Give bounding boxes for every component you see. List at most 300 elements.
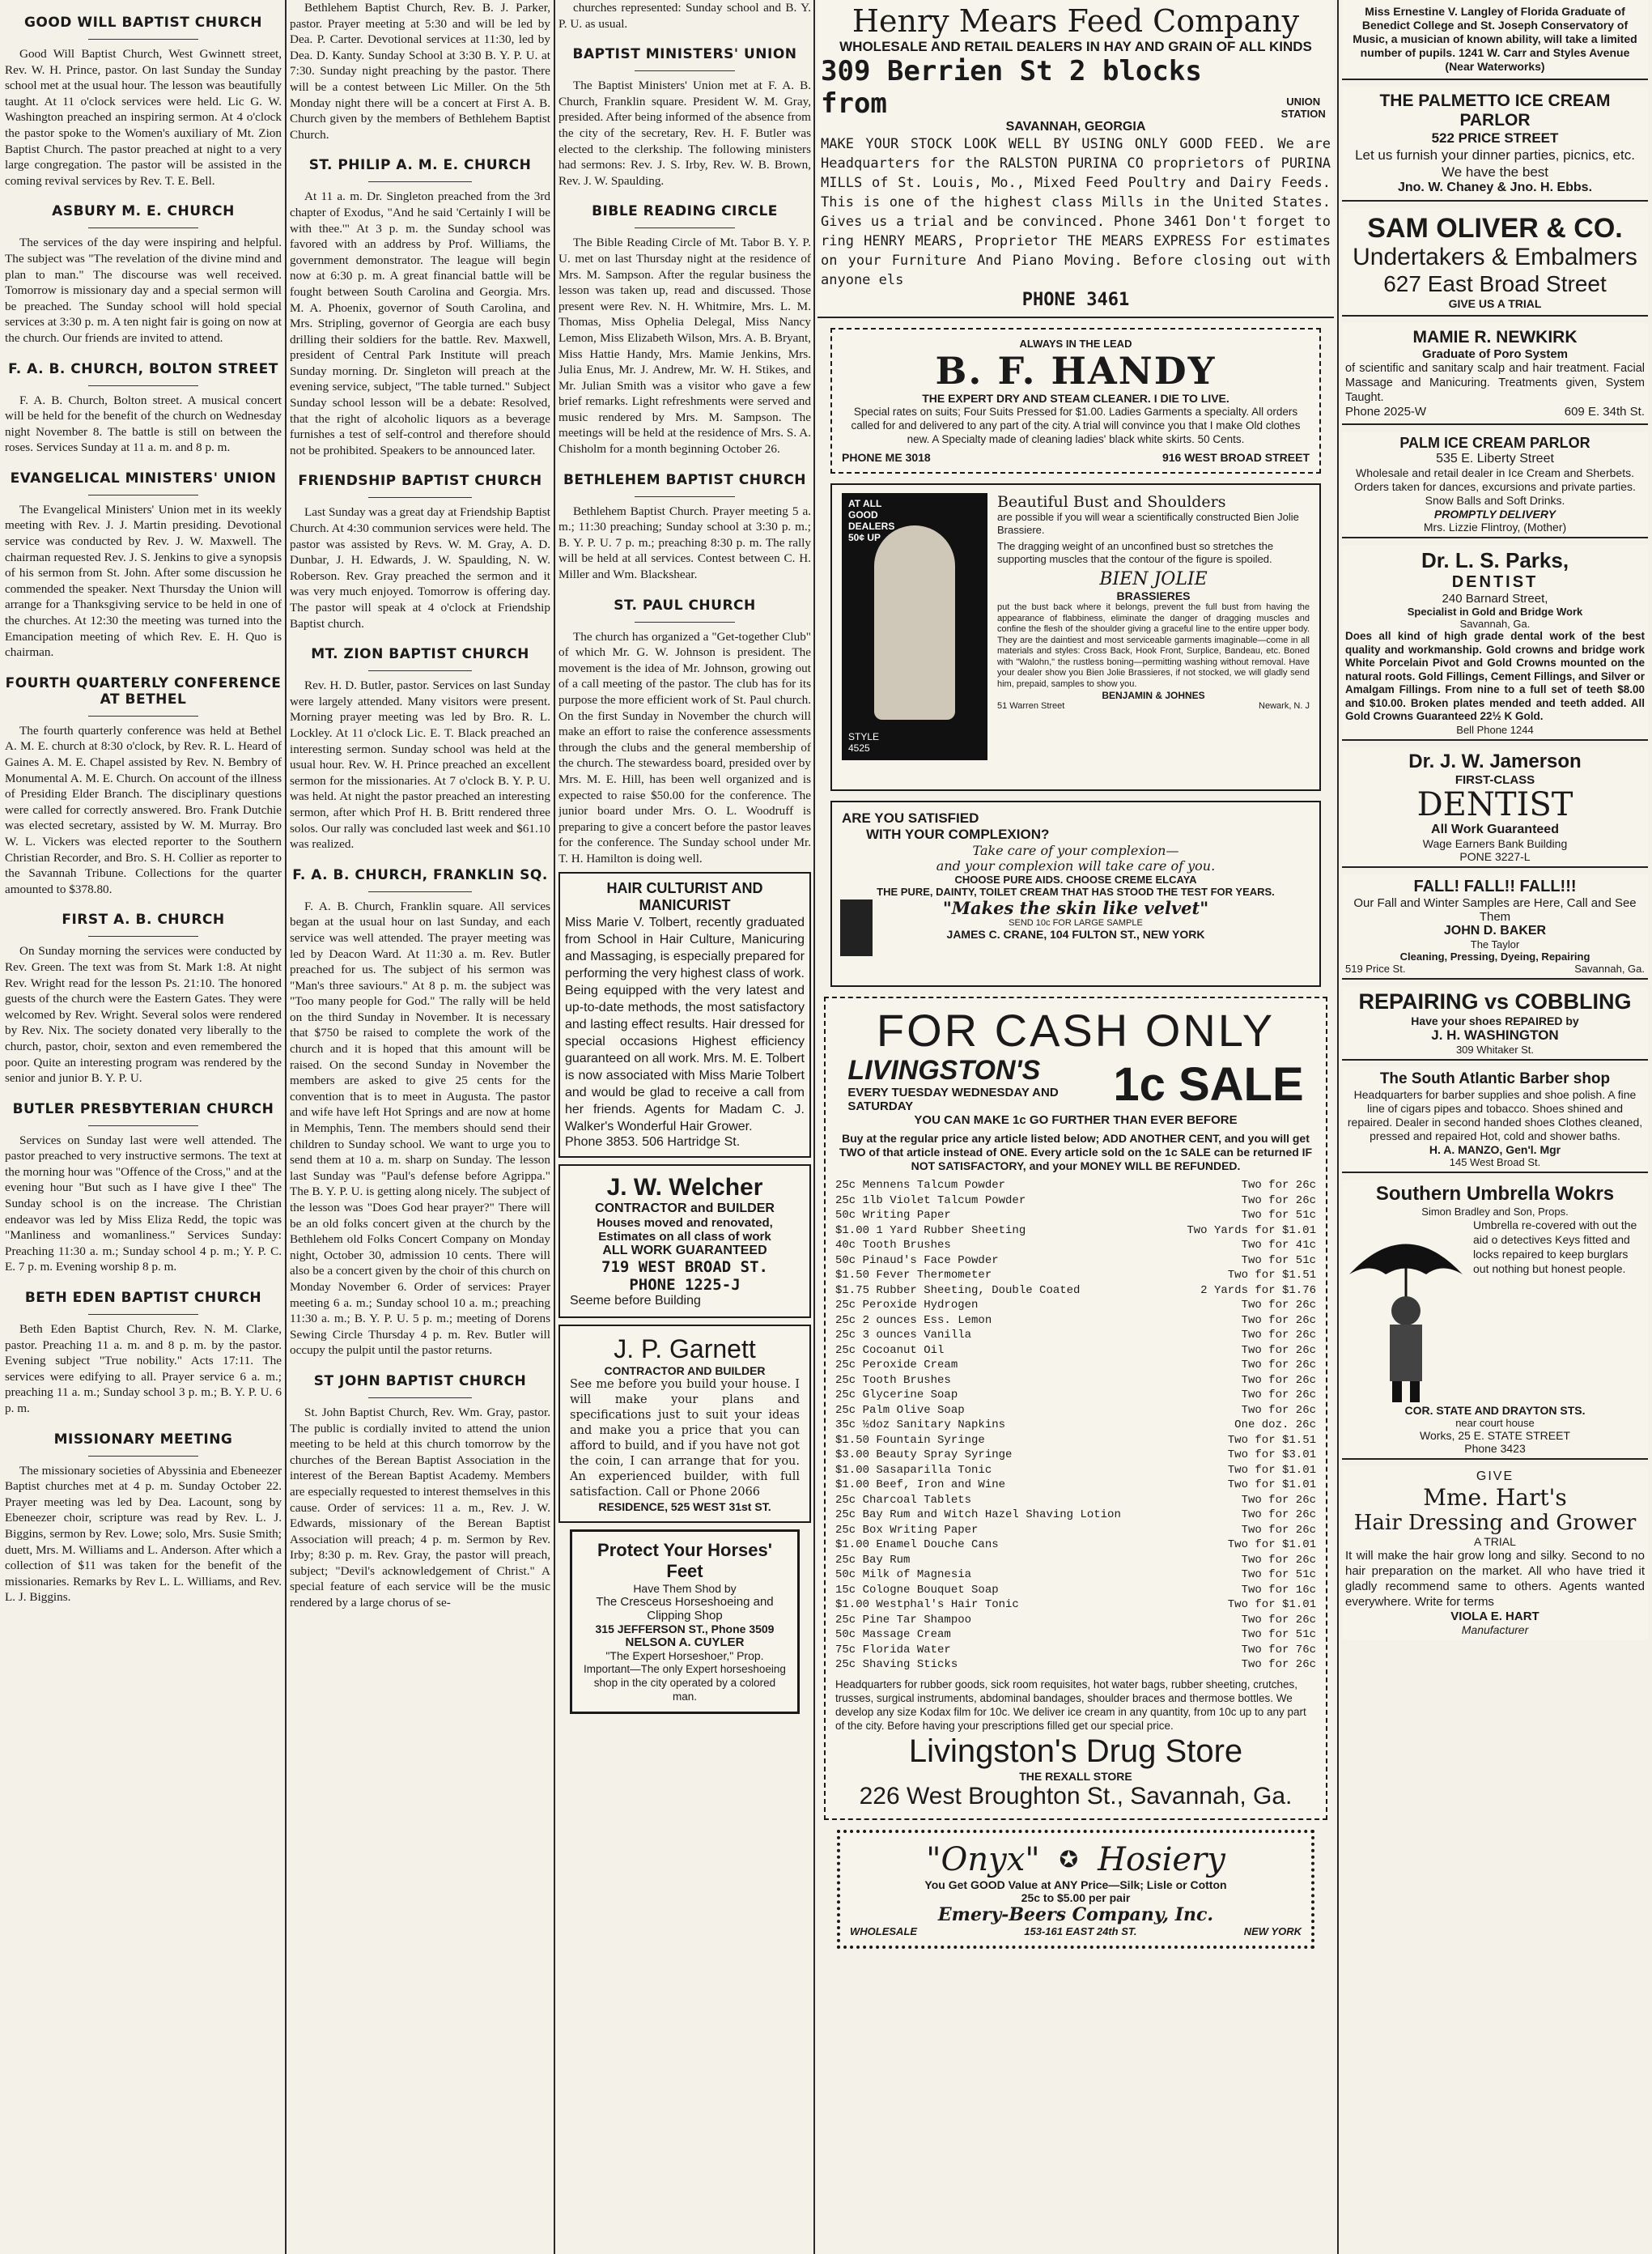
- ad-send: SEND 10c FOR LARGE SAMPLE: [1009, 918, 1143, 928]
- ad-title: PALM ICE CREAM PARLOR: [1399, 435, 1590, 451]
- item-price: Two for 26c: [1241, 1523, 1316, 1537]
- ad-address: 719 WEST BROAD ST.: [601, 1257, 768, 1276]
- price-row: [835, 1463, 1316, 1478]
- item-name: 25c 3 ounces Vanilla: [835, 1329, 972, 1342]
- price-row: [835, 1193, 1316, 1209]
- article-body: St. John Baptist Church, Rev. Wm. Gray, pastor. The public is cordially invited to attend the union meeting to be held at this church tomorrow by the churches of the Berean Baptist Association in the interest of the Berean Baptist Academy. Members are especially requested to interest themselves in this cause. Order of services: 11 a. m., Rev. J. W. Edwards, missionary of the Berean Baptist Association will preach; 4 p. m. Sermon by Rev. Irby; 8:30 p. m. Rev. Gray, the pastor will preach, subject; "Devil's acknowledgement of Christ." A special feature of each service will be the music rendered by a large chorus of se-: [290, 1405, 550, 1610]
- heading-rule: [88, 716, 199, 717]
- ad-phone: PONE 3227-L: [1459, 849, 1531, 863]
- item-name: 25c Charcoal Tablets: [835, 1493, 972, 1507]
- article-heading: BUTLER PRESBYTERIAN CHURCH: [12, 1100, 274, 1117]
- article-heading: GOOD WILL BAPTIST CHURCH: [23, 15, 263, 31]
- item-price: Two for 26c: [1241, 1389, 1316, 1401]
- item-price: Two for 26c: [1241, 1179, 1316, 1192]
- figure-icon: [874, 525, 955, 720]
- heading-rule: [635, 622, 736, 623]
- item-price: One doz. 26c: [1234, 1418, 1316, 1431]
- article-body: Services on Sunday last were well attended. The pastor preached to very instructive sermons. The text at the morning hour was "Offence of the Cross," and at the evening hour "But such as I have give I thee" The Sunday school is on the increase. The Christian endeavor was led by Miss Eliza Redd, the topic was "Manliness and womanliness." Services Sunday: Preaching 11:30 a. m.; Sunday school 4 p. m.; Y. P. C. E. 7 p. m. Evening worship 8 p. m.: [5, 1133, 282, 1274]
- ad-subtitle: Graduate of Poro System: [1421, 347, 1569, 361]
- item-name: $1.00 Beef, Iron and Wine: [835, 1478, 1006, 1491]
- ad-title: HAIR CULTURIST AND MANICURIST: [606, 879, 763, 913]
- heading-rule: [635, 496, 736, 497]
- ad-address: 535 E. Liberty Street: [1436, 452, 1554, 466]
- hart-ad: [1342, 1466, 1648, 1639]
- article-heading: FIRST A. B. CHURCH: [62, 912, 225, 929]
- ad-address: 627 East Broad Street: [1383, 271, 1607, 296]
- ad-phone: PHONE 3461: [1021, 290, 1130, 310]
- price-row: [835, 1343, 1316, 1359]
- ad-subtitle: CONTRACTOR and BUILDER: [595, 1201, 775, 1215]
- ad-city: Newark, N. J: [1259, 701, 1310, 711]
- jamerson-dentist-ad: [1342, 747, 1648, 868]
- item-price: Two for 26c: [1241, 1403, 1316, 1417]
- ad-lead: ALWAYS IN THE LEAD: [1019, 338, 1132, 350]
- ad-prompt: PROMPTLY DELIVERY: [1433, 508, 1556, 521]
- item-name: 25c Mennens Talcum Powder: [835, 1179, 1006, 1192]
- item-price: Two for 26c: [1241, 1373, 1316, 1387]
- price-row: [835, 1298, 1316, 1313]
- price-row: [835, 1567, 1316, 1583]
- ad-city: Savannah, Ga.: [1574, 962, 1645, 975]
- ad-style: STYLE 4525: [848, 731, 880, 754]
- welcher-ad: [558, 1164, 811, 1318]
- ad-address: 240 Barnard Street,: [1442, 592, 1548, 606]
- item-price: Two for 26c: [1241, 1493, 1316, 1507]
- article-body: Bethlehem Baptist Church, Rev. B. J. Parker, pastor. Prayer meeting at 5:30 and will be led by Dea. P. Carter. Devotional services at 11:30, led by Dea. D. Kanty. Sunday School at 3:30 B. Y. P. U. at 7:30. Sunday night preaching by the pastor. There will be a contest between Lic Miller. On the 5th Monday night there will be a concert at First A. B. Church given by the members of Bethlehem Baptist Church.: [290, 1, 550, 142]
- item-price: Two Yards for $1.01: [1187, 1223, 1316, 1237]
- item-name: 25c Box Writing Paper: [835, 1523, 979, 1537]
- ad-lead: are possible if you will wear a scientifically constructed Bien Jolie Brassiere.: [997, 511, 1299, 536]
- ad-title: Protect Your Horses' Feet: [597, 1539, 772, 1581]
- ad-names: Jno. W. Chaney & Jno. H. Ebbs.: [1397, 181, 1593, 194]
- item-name: 50c Massage Cream: [835, 1628, 951, 1641]
- ad-shop: The Cresceus Horseshoeing and Clipping Shop: [596, 1594, 774, 1622]
- column-5: [1342, 0, 1648, 2254]
- price-row: [835, 1627, 1316, 1643]
- price-row: [835, 1643, 1316, 1658]
- ad-address: 309 Berrien St 2 blocks from: [821, 55, 1202, 120]
- ad-line-4: THE PURE, DAINTY, TOILET CREAM THAT HAS STOOD THE TEST FOR YEARS.: [877, 886, 1275, 898]
- ad-title: B. F. HANDY: [935, 349, 1217, 393]
- article-body: The Baptist Ministers' Union met at F. A. B. Church, Franklin square. President W. M. Gray, presided. After being informed of the absence from the city of the secretary, Rev. H. F. Butler was elected to the clerkship. The following ministers had sermons: Rev. J. S. Irby, Rev. W. B. Brown, Rev. J. W. Spaulding.: [558, 79, 811, 188]
- article-heading: MISSIONARY MEETING: [53, 1431, 233, 1448]
- ad-address: 916 WEST BROAD STREET: [1161, 451, 1310, 464]
- item-name: $1.50 Fever Thermometer: [835, 1269, 992, 1282]
- item-price: Two for 51c: [1241, 1253, 1316, 1267]
- ad-trial: A TRIAL: [1474, 1534, 1516, 1548]
- item-price: Two for $1.01: [1227, 1463, 1316, 1477]
- item-name: 25c Peroxide Cream: [835, 1359, 958, 1372]
- item-name: $3.00 Beauty Spray Syringe: [835, 1448, 1013, 1461]
- newkirk-ad: [1342, 323, 1648, 425]
- ad-text: See me before you build your house. I will make your plans and specifications just to suit your ideas and make you a price that you can afford to build, and if you have not got the coin, I can arrange that for you. An experienced builder, with full satisfaction. Call or Phone 2066: [570, 1377, 800, 1499]
- ad-guarantee: ALL WORK GUARANTEED: [602, 1243, 767, 1257]
- horseshoe-ad: [570, 1529, 800, 1714]
- ad-title: Henry Mears Feed Company: [851, 3, 1300, 39]
- ad-city: SAVANNAH, GEORGIA: [1005, 120, 1146, 134]
- ad-store-name: LIVINGSTON'S: [847, 1055, 1041, 1086]
- ad-more: put the bust back where it belongs, prevent the full bust from having the appearance of flabbiness, eliminate the danger of dragging muscles and confine the flesh of the shoulder giving a graceful line to the entire upper body. They are the daintiest and most serviceable garments imaginable—come in all materials and styles: Cross Back, Hook Front, Surplice, Bandeau, etc. Boned with "Walohn," the rustless boning—permitting washing without removal. Have your dealer show you Bien Jolie Brassieres, if not stocked, we will gladly send him, prepaid, samples to show you.: [997, 602, 1310, 689]
- column-rule: [285, 0, 287, 2254]
- ad-text: It will make the hair grow long and silky. Second to no hair preparation on the market. All who have tried it gladly recommend same to others. Agents wanted everywhere. Write for terms: [1345, 1548, 1645, 1609]
- article-heading: BIBLE READING CIRCLE: [592, 203, 778, 220]
- price-row: [835, 1223, 1316, 1239]
- item-name: $1.00 Sasaparilla Tonic: [835, 1463, 992, 1477]
- ad-give: GIVE: [1476, 1469, 1514, 1483]
- item-name: 25c Glycerine Soap: [835, 1389, 958, 1401]
- ad-text: Wholesale and retail dealer in Ice Cream and Sherbets. Orders taken for dances, excursions and private parties. Snow Balls and Soft Drinks.: [1354, 466, 1636, 507]
- item-price: Two for 26c: [1241, 1343, 1316, 1357]
- ad-title: REPAIRING vs COBBLING: [1358, 989, 1632, 1014]
- item-price: Two for 26c: [1241, 1329, 1316, 1342]
- ad-phone: Phone 2025-W: [1345, 405, 1427, 419]
- ad-store: Livingston's Drug Store: [908, 1733, 1243, 1769]
- item-name: $1.00 Westphal's Hair Tonic: [835, 1598, 1019, 1611]
- ad-address: 309 Whitaker St.: [1455, 1043, 1535, 1056]
- ad-manufacturer: Manufacturer: [1461, 1622, 1529, 1636]
- price-row: [835, 1388, 1316, 1403]
- emblem-icon: ✪: [1059, 1846, 1079, 1873]
- price-row: [835, 1448, 1316, 1463]
- heading-rule: [368, 1397, 473, 1398]
- ad-brand-sub: BRASSIERES: [1116, 589, 1191, 602]
- ad-title: Beautiful Bust and Shoulders: [997, 493, 1226, 511]
- price-row: [835, 1328, 1316, 1343]
- ad-title-role: The Taylor: [1470, 938, 1520, 951]
- ad-phone: Phone 3423: [1464, 1441, 1526, 1455]
- ad-title: SAM OLIVER & CO.: [1367, 213, 1623, 244]
- ad-text: of scientific and sanitary scalp and hair treatment. Facial Massage and Manicuring. Treatments given, System Taught.: [1345, 362, 1645, 404]
- ad-address: 145 West Broad St.: [1449, 1155, 1541, 1168]
- price-row: [835, 1597, 1316, 1613]
- ad-building: Wage Earners Bank Building: [1422, 836, 1568, 850]
- ad-price: 25c to $5.00 per pair: [1021, 1890, 1131, 1904]
- ad-sale: 1c SALE: [1113, 1057, 1304, 1111]
- article-body: F. A. B. Church, Franklin square. All services began at the usual hour on last Sunday, and each service was well attended. The prayer meeting was led by Deacon Ward. At 11:30 a. m. Rev. Butler preached for us. The subject of his sermon was "Man's three saviours." At 8 p. m. the subject was "Too many people for God." The rally will be held on the third Sunday in November. It is necessary that $750 be raised to complete the work of the church and it is hoped that this amount will be raised. On the second Sunday in November the members are asked to give 25 cents for the convention that is to meet in Augusta. The pastor and wife have left Hot Springs and are now at home in Memphis, Tenn. The members should send their children to Sunday school. We want to urge you to send them at 10 a. m. sharp on Sunday. The lesson last Sunday was "Paul's defense before Agrippa." The B. Y. P. U. is getting along nicely. The subject of the lesson was "Does God hear prayer?" There will be an old folks concert given at the church by the Bethlehem old Folks Concert Company on Monday night, October 30, admission 10 cents. There will also be a concert given by the choir of this church on Monday November 6. Order of services: Prayer meeting 6 a. m.; Sunday school 10 a. m.; preaching 11:30 a. m.; B. Y. P. U. 5 p. m.; meeting of Dorens Sewing Circle Thursday 4 p. m. Rev. Butler will occupy the pulpit until the pastor returns.: [290, 899, 550, 1358]
- ad-brand: "Onyx": [926, 1840, 1040, 1878]
- price-row: [835, 1208, 1316, 1223]
- ad-subtitle: THE EXPERT DRY AND STEAM CLEANER. I DIE TO LIVE.: [922, 392, 1229, 405]
- item-name: 50c Pinaud's Face Powder: [835, 1253, 999, 1267]
- ad-headquarters: Headquarters for rubber goods, sick room requisites, hot water bags, rubber sheeting, crutches, trusses, surgical instruments, abdominal bandages, shoulder braces and thermose bottles. We develop any size Kodax film for 10c. We deliver ice cream in any quantity, from 10c up to any part of the city. Before having your prescriptions filled get our special price.: [835, 1678, 1306, 1732]
- ad-slogan: "Makes the skin like velvet": [942, 898, 1209, 918]
- onyx-hosiery-ad: [837, 1830, 1314, 1949]
- column-rule: [1337, 0, 1339, 2254]
- ad-tagline: "The Expert Horseshoer," Prop.: [605, 1648, 764, 1662]
- price-row: [835, 1418, 1316, 1433]
- langley-ad: [1342, 0, 1648, 80]
- price-row: [835, 1373, 1316, 1389]
- ad-title: Mme. Hart's: [1423, 1483, 1567, 1511]
- ad-further: YOU CAN MAKE 1c GO FURTHER THAN EVER BEFORE: [914, 1113, 1238, 1127]
- item-price: Two for 26c: [1241, 1613, 1316, 1627]
- hair-culturist-ad: [558, 872, 811, 1158]
- ad-text: Miss Ernestine V. Langley of Florida Graduate of Benedict College and St. Joseph Conservatory of Music, a musician of known ability, will take a limited number of pupils. 1241 W. Carr and Styles Avenue (Near Waterworks): [1353, 5, 1637, 73]
- article-body: The missionary societies of Abyssinia and Ebeneezer Baptist churches met at 4 p. m. Sunday October 22. Prayer meeting was led by Dea. Lacount, song by Ebeneezer choir, scripture was read by Rev. L. J. Biggins, sermon by Rev. Lowe; solo, Mrs. Susie Smith; duett, Mrs. M. Williams and L. Anderson. After which a collection of $11 was taken for the benefit of the missionaries. Remarks by Rev L. L. Williams, and Rev. L. J. Biggins.: [5, 1463, 282, 1605]
- ad-rexall: THE REXALL STORE: [1019, 1769, 1132, 1783]
- ad-text: You Get GOOD Value at ANY Price—Silk; Lisle or Cotton: [924, 1878, 1227, 1891]
- ad-city: NEW YORK: [1243, 1924, 1302, 1937]
- heading-rule: [635, 70, 736, 71]
- article-body: The services of the day were inspiring and helpful. The subject was "The revelation of the divine mind and plan to man." The discourse was well received. Tomorrow is missionary day and a special sermon will be preached. The Sunday school will hold special services at 3:30 p. m. A ten night fair is going on now at the church. Our friends are invited to attend.: [5, 236, 282, 345]
- baker-tailor-ad: [1342, 874, 1648, 980]
- article-body: F. A. B. Church, Bolton street. A musical concert will be held for the benefit of the church on Wednesday night November 8. The battle is still on between the roses. Services Sunday at 11 a. m. and 8 p. m.: [5, 393, 282, 455]
- article-body: The fourth quarterly conference was held at Bethel A. M. E. church at 8:30 o'clock, by Rev. R. L. Heard of Gaines A. M. E. Chapel assisted by Rev. N. Bembry of Monumental A. M. E. Church. On account of the illness of Presiding Elder Branch. The disciplinary questions were called for correctly answered. Bro. Frank Dutchie was elected secretary, assisted by W. M. Murray. Bro W. L. Vickers was elected reporter to the Southern Christian Recorder, and Bro. S. H. Collier as reporter to the Savannah Tribune. Collections for the quarter amounted to $378.80.: [5, 723, 282, 896]
- jar-icon: [840, 899, 873, 956]
- ad-class: FIRST-CLASS: [1455, 772, 1535, 787]
- article-heading: ST JOHN BAPTIST CHURCH: [313, 1372, 527, 1389]
- ad-subtitle: DENTIST: [1416, 785, 1573, 823]
- item-price: Two for 51c: [1241, 1568, 1316, 1581]
- article-body: On Sunday morning the services were conducted by Rev. Green. The text was from St. Mark 1:8. At night Rev. Wright read for the lesson Ps. 21:10. The honored guests of the church were the Eastern Gates. They were welcomed by Rev. Wright. Several solos were rendered by Rev. Nix. The society donated very liberally to the church, pastor, choir, sexton and even remembered the poor. Quite an interesting program was rendered by the senior and junior B. Y. P. U.: [5, 944, 282, 1086]
- price-row: [835, 1253, 1316, 1269]
- item-name: 25c Shaving Sticks: [835, 1658, 958, 1671]
- ad-address: RESIDENCE, 525 WEST 31st ST.: [598, 1499, 771, 1513]
- price-list: [835, 1178, 1316, 1673]
- ad-text: Houses moved and renovated, Estimates on all class of work: [597, 1215, 773, 1244]
- article-heading: BETHLEHEM BAPTIST CHURCH: [563, 471, 807, 488]
- ad-manager: H. A. MANZO, Gen'l. Mgr: [1429, 1142, 1561, 1156]
- price-row: [835, 1403, 1316, 1418]
- ad-corner: COR. STATE AND DRAYTON STS.: [1404, 1403, 1586, 1417]
- ad-phone: Bell Phone 1244: [1456, 723, 1534, 736]
- ad-works: Works, 25 E. STATE STREET: [1420, 1428, 1570, 1442]
- article-heading: EVANGELICAL MINISTERS' UNION: [10, 470, 277, 487]
- ad-maker: BENJAMIN & JOHNES: [1102, 690, 1205, 701]
- ad-title: Southern Umbrella Wokrs: [1375, 1182, 1615, 1205]
- ad-days: EVERY TUESDAY WEDNESDAY AND SATURDAY: [847, 1086, 1059, 1113]
- ad-trial: GIVE US A TRIAL: [1448, 297, 1542, 310]
- item-name: 25c Peroxide Hydrogen: [835, 1299, 979, 1312]
- item-name: 35c ½doz Sanitary Napkins: [835, 1418, 1006, 1431]
- column-2: [290, 0, 550, 2254]
- heading-rule: [88, 1125, 199, 1126]
- price-row: [835, 1238, 1316, 1253]
- item-price: Two for 26c: [1241, 1553, 1316, 1567]
- item-name: 15c Cologne Bouquet Soap: [835, 1583, 999, 1597]
- item-price: Two for $1.51: [1227, 1269, 1316, 1282]
- ad-text: Our Fall and Winter Samples are Here, Call and See Them: [1353, 895, 1637, 924]
- ad-title: Dr. L. S. Parks,: [1421, 548, 1569, 572]
- price-row: [835, 1358, 1316, 1373]
- palm-ice-ad: [1342, 432, 1648, 538]
- ad-title: The South Atlantic Barber shop: [1379, 1070, 1611, 1087]
- ad-note: Seeme before Building: [570, 1293, 701, 1308]
- ad-phone: PHONE ME 3018: [842, 451, 931, 464]
- item-name: 25c Bay Rum and Witch Hazel Shaving Lotion: [835, 1508, 1121, 1521]
- ad-text: Umbrella re-covered with out the aid o detectives Keys fitted and locks repaired to keep burglars out nothing but honest people.: [1473, 1218, 1637, 1275]
- ad-station: UNION STATION: [1280, 96, 1326, 120]
- price-row: [835, 1178, 1316, 1193]
- heading-rule: [88, 936, 199, 937]
- item-name: 50c Milk of Magnesia: [835, 1568, 972, 1581]
- column-4: [818, 0, 1334, 2254]
- item-name: 75c Florida Water: [835, 1643, 951, 1656]
- ad-address: 609 E. 34th St.: [1564, 405, 1645, 419]
- price-row: [835, 1478, 1316, 1493]
- ad-badge: AT ALL GOOD DEALERS 50¢ UP: [848, 498, 895, 543]
- brassiere-illustration: [842, 493, 987, 760]
- article-heading: BETH EDEN BAPTIST CHURCH: [24, 1290, 262, 1307]
- ad-address: 315 JEFFERSON ST., Phone 3509: [595, 1622, 775, 1635]
- ad-subtitle: Hair Dressing and Grower: [1353, 1510, 1637, 1535]
- ad-text: Miss Marie V. Tolbert, recently graduated from School in Hair Culture, Manicuring and Massaging, is especially prepared for performing the very highest class of work. Being equipped with the very latest and up-to-date methods, the most satisfactory and lasting effect results. Hair dressed for special occasions Highest efficiency guaranteed on all work. Mrs. M. E. Tolbert is now associated with Miss Marie Tolbert and would be glad to receive a call from her friends. Agents for Madam C. J. Walker's Wonderful Hair Grower.: [565, 915, 805, 1133]
- ad-wholesale: WHOLESALE: [850, 1924, 918, 1937]
- article-heading: FOURTH QUARTERLY CONFERENCE AT BETHEL: [5, 674, 282, 708]
- ad-subtitle: DENTIST: [1451, 573, 1539, 591]
- oliver-ad: [1342, 208, 1648, 317]
- item-price: Two for 76c: [1241, 1643, 1316, 1656]
- item-price: Two for $1.01: [1227, 1598, 1316, 1611]
- heading-rule: [88, 39, 199, 40]
- ad-phone: PHONE 1225-J: [629, 1275, 741, 1294]
- ad-question-1: ARE YOU SATISFIED: [842, 810, 979, 826]
- price-row: [835, 1537, 1316, 1553]
- item-price: Two for $1.01: [1227, 1538, 1316, 1551]
- ad-city: Savannah, Ga.: [1459, 618, 1531, 630]
- item-price: Two for 41c: [1241, 1239, 1316, 1252]
- ad-owner: VIOLA E. HART: [1450, 1609, 1539, 1623]
- item-name: $1.00 1 Yard Rubber Sheeting: [835, 1223, 1026, 1237]
- ad-services: Cleaning, Pressing, Dyeing, Repairing: [1399, 950, 1590, 963]
- item-name: 40c Tooth Brushes: [835, 1239, 951, 1252]
- price-row: [835, 1283, 1316, 1299]
- ad-subtitle: Have your shoes REPAIRED by: [1411, 1014, 1579, 1027]
- ad-line-2: and your complexion will take care of you.: [936, 858, 1216, 874]
- ad-text: Let us furnish your dinner parties, picnics, etc. We have the best: [1355, 147, 1635, 180]
- article-heading: F. A. B. CHURCH, FRANKLIN SQ.: [292, 866, 548, 883]
- item-name: 50c Writing Paper: [835, 1209, 951, 1222]
- mears-feed-ad: [818, 0, 1334, 318]
- ad-title: J. W. Welcher: [606, 1173, 763, 1201]
- item-name: 25c Bay Rum: [835, 1553, 911, 1567]
- article-body: Bethlehem Baptist Church. Prayer meeting 5 a. m.; 11:30 preaching; Sunday school at 3:30 p. m.; B. Y. P. U. 7 p. m.; preaching 8:30 p. m. The rally will be held at all services. Contest between C. H. Miller and Wm. Blackshear.: [558, 504, 811, 582]
- handy-cleaner-ad: [830, 328, 1321, 474]
- washington-ad: [1342, 986, 1648, 1061]
- heading-rule: [368, 181, 473, 182]
- ad-text: Headquarters for barber supplies and shoe polish. A fine line of cigars pipes and tobacco. Shoes shined and repaired. Dealer in second handed shoes Clothes cleaned, pressed and repaired Hot, cold and shower baths.: [1347, 1087, 1643, 1142]
- price-row: [835, 1313, 1316, 1329]
- column-rule: [554, 0, 555, 2254]
- ad-proprietor: NELSON A. CUYLER: [625, 1635, 745, 1649]
- heading-rule: [368, 497, 473, 498]
- article-heading: FRIENDSHIP BAPTIST CHURCH: [298, 473, 542, 490]
- barber-ad: [1342, 1067, 1648, 1173]
- price-row: [835, 1433, 1316, 1448]
- ad-line-3: CHOOSE PURE AIDS. CHOOSE CREME ELCAYA: [954, 874, 1197, 886]
- creme-elcaya-ad: [830, 801, 1321, 987]
- article-body: Beth Eden Baptist Church, Rev. N. M. Clarke, pastor. Preaching 11 a. m. and 8 p. m. by the pastor. Evening subject "True nobility." Acts 17:11. The services were edifying to all. Prayer service 6 a. m.; preaching 11 a. m.; Sunday school 3 p. m.; B. Y. P. U. 6 p. m.: [5, 1322, 282, 1415]
- item-price: Two for 26c: [1241, 1299, 1316, 1312]
- column-rule: [813, 0, 815, 2254]
- garnett-ad: [558, 1325, 811, 1523]
- item-name: $1.75 Rubber Sheeting, Double Coated: [835, 1283, 1081, 1297]
- ad-title: J. P. Garnett: [614, 1333, 756, 1363]
- article-heading: ST. PHILIP A. M. E. CHURCH: [308, 157, 532, 174]
- ad-owner: Mrs. Lizzie Flintroy, (Mother): [1423, 521, 1567, 534]
- item-price: Two for 26c: [1241, 1658, 1316, 1671]
- item-price: Two for 26c: [1241, 1359, 1316, 1372]
- ad-subtitle: WHOLESALE AND RETAIL DEALERS IN HAY AND GRAIN OF ALL KINDS: [839, 39, 1312, 54]
- price-row: [835, 1523, 1316, 1538]
- article-body: The Evangelical Ministers' Union met in its weekly meeting with Rev. J. J. Martin presiding. Devotional service was conducted by Rev. J. W. Maxwell. The chairman requested Rev. J. S. Jenkins to give a synopsis of his sermon from St. John. After some discussion he commended the speaker. Next Thursday the Union will arrange for a Thanksgiving service to be held in one of the churches. At 12:30 the meeting was turned into the Emancipation meeting of which Rev. E. H. Quo is chairman.: [5, 502, 282, 660]
- price-row: [835, 1508, 1316, 1523]
- umbrella-illustration: [1345, 1218, 1467, 1404]
- ad-maker: JAMES C. CRANE, 104 FULTON ST., NEW YORK: [946, 928, 1205, 941]
- livingstons-ad: [824, 997, 1327, 1820]
- ad-brand: BIEN JOLIE: [1099, 569, 1208, 589]
- ad-guarantee: All Work Guaranteed: [1431, 822, 1559, 836]
- item-name: $1.00 Enamel Douche Cans: [835, 1538, 999, 1551]
- ad-title: FOR CASH ONLY: [876, 1005, 1276, 1056]
- column-1: [5, 0, 282, 2254]
- ad-title: Dr. J. W. Jamerson: [1408, 750, 1582, 772]
- ad-text: Does all kind of high grade dental work of the best quality and workmanship. Gold crowns and bridge work White Porcelain Pivot and Gold Crowns mounted on the natural roots. Gold Fillings, Cement Fillings, and Silver or Amalgam Fillings. From nine to a full set of teeth $8.00 and $10.00. Broken plates mended and teeth added. All Gold Crowns Guaranteed 22½ K Gold.: [1345, 630, 1645, 722]
- item-name: 25c Pine Tar Shampoo: [835, 1613, 972, 1627]
- article-body: The church has organized a "Get-together Club" of which Mr. G. W. Johnson is president. The movement is the idea of Mr. Johnson, growing out of a call meeting of the pastor. The club has for its purpose the more efficient work of St. Paul church. On the first Sunday in November the church will make an effort to raise the conference assessments through the clubs and the general membership of the church. The stewardess board, presided over by Mrs. M. E. Hill, has been well organized and is expected to raise $50.00 for the conference. The junior board under Mrs. O. L. Woodruff is preparing to give a concert before the pastor leaves for the conference. The Sunday school under Mr. T. H. Hamilton is doing well.: [558, 629, 811, 865]
- article-heading: ST. PAUL CHURCH: [614, 597, 756, 614]
- item-price: Two for $1.01: [1227, 1478, 1316, 1491]
- price-row: [835, 1553, 1316, 1568]
- price-row: [835, 1613, 1316, 1628]
- heading-rule: [88, 385, 199, 386]
- ad-phone: Phone 3853. 506 Hartridge St.: [565, 1134, 741, 1149]
- item-price: Two for 26c: [1241, 1313, 1316, 1327]
- ad-name: JOHN D. BAKER: [1443, 923, 1547, 938]
- price-row: [835, 1657, 1316, 1673]
- article-body: At 11 a. m. Dr. Singleton preached from the 3rd chapter of Exodus, "And he said 'Certainly I will be with thee.'" At 3 p. m. the Sunday school was favored with an address by Prof. Williams, the government demonstrator. The league will begin now at 6:30 p. m. A great financial battle will be fought between South Carolina and Georgia. Mrs. M. A. Phoenix, governor of South Carolina, and Mrs. Stripling, governor of Georgia are each busy drilling their soldiers for the battle. Rev. Maxwell, president of Central Park Institute will preach Sunday morning. Dr. Singleton will preach at the evening service, subject, "The table turned." Subject Sunday school lesson will be a debate: Resolved, that the right of alcoholic liquors as a beverage furnishes a test of self-control and therefore should not be prohibited. Speakers to be announced later.: [290, 189, 550, 457]
- ad-text: The dragging weight of an unconfined bust so stretches the supporting muscles that the contour of the figure is spoiled.: [997, 540, 1274, 565]
- ad-near: near court house: [1455, 1416, 1535, 1429]
- ad-title: MAMIE R. NEWKIRK: [1412, 328, 1578, 347]
- item-name: 25c Tooth Brushes: [835, 1373, 951, 1387]
- heading-rule: [88, 1314, 199, 1315]
- item-name: 25c Cocoanut Oil: [835, 1343, 945, 1357]
- ad-company: Emery-Beers Company, Inc.: [937, 1903, 1214, 1925]
- ad-rules: Buy at the regular price any article listed below; ADD ANOTHER CENT, and you will get TWO of that article instead of ONE. Every article sold on the 1c SALE can be returned IF NOT SATISFACTORY, and your MONEY WILL BE REFUNDED.: [839, 1132, 1313, 1172]
- item-name: 25c 2 ounces Ess. Lemon: [835, 1313, 992, 1327]
- ad-address: 51 Warren Street: [997, 701, 1065, 711]
- item-price: Two for 16c: [1241, 1583, 1316, 1597]
- ad-note: Important—The only Expert horseshoeing shop in the city operated by a colored man.: [584, 1662, 786, 1703]
- item-price: Two for $3.01: [1227, 1448, 1316, 1461]
- article-body: Last Sunday was a great day at Friendship Baptist Church. At 4:30 communion services were held. The pastor was assisted by Revs. W. M. Gray, A. D. Dunbar, J. H. Edwards, J. W. Spaulding, N. W. Roberson. Rev. Gray preached the sermon and it was very much enjoyed. Tomorrow is offering day. The pastor will speak at 4 o'clock at Friendship Baptist church.: [290, 505, 550, 631]
- item-price: Two for $1.51: [1227, 1433, 1316, 1447]
- ad-name: J. H. WASHINGTON: [1431, 1027, 1559, 1043]
- item-price: 2 Yards for $1.76: [1200, 1283, 1316, 1297]
- ad-address: 153-161 EAST 24th ST.: [1024, 1924, 1137, 1937]
- bien-jolie-ad: [830, 483, 1321, 791]
- item-name: 25c Palm Olive Soap: [835, 1403, 965, 1417]
- heading-rule: [368, 891, 473, 892]
- heading-rule: [368, 670, 473, 671]
- ad-text: Special rates on suits; Four Suits Pressed for $1.00. Ladies Garments a specialty. All orders called for and delivered to any part of the city. A trial will convince you that I make Old clothes new. A Specialty made of cleaning ladies' black white skirts. 50 Cents.: [851, 406, 1301, 445]
- price-row: [835, 1268, 1316, 1283]
- ad-line-1: Take care of your complexion—: [972, 843, 1179, 858]
- article-heading: MT. ZION BAPTIST CHURCH: [311, 646, 529, 663]
- article-heading: F. A. B. CHURCH, BOLTON STREET: [8, 360, 278, 377]
- article-heading: ASBURY M. E. CHURCH: [52, 203, 235, 220]
- heading-rule: [88, 1456, 199, 1457]
- item-name: $1.50 Fountain Syringe: [835, 1433, 985, 1447]
- ad-address: 519 Price St.: [1345, 962, 1406, 975]
- parks-dentist-ad: [1342, 545, 1648, 741]
- ad-subtitle: CONTRACTOR AND BUILDER: [604, 1363, 766, 1377]
- ad-text: MAKE YOUR STOCK LOOK WELL BY USING ONLY GOOD FEED. We are Headquarters for the RALSTON PURINA CO proprietors of PURINA MILLS of St. Louis, Mo., Mixed Feed Poultry and Dairy Feeds. This is one of the highest class Mills in the United States. Gives us a trial and be convinced. Phone 3461 Don't forget to ring HENRY MEARS, Proprietor THE MEARS EXPRESS For estimates on your Furniture And Piano Moving. Before closing out with anyone els: [821, 136, 1331, 288]
- article-body: Rev. H. D. Butler, pastor. Services on last Sunday were largely attended. Many visitors were present. Morning prayer meeting was led by Bro. R. L. Lockley. At 11 o'clock Lic. E. T. Black preached an interesting sermon. Sunday school was held at the usual hour. Rev. W. H. Prince preached an excellent sermon for the missionaries. At 7 o'clock B. Y. P. U. was held. At night the pastor preached an interesting sermon, after which Prof H. B. Britt rendered three solos. Our rally was concluded last week and $61.10 was realized.: [290, 678, 550, 852]
- ad-hosiery: Hosiery: [1098, 1840, 1225, 1878]
- item-price: Two for 26c: [1241, 1508, 1316, 1521]
